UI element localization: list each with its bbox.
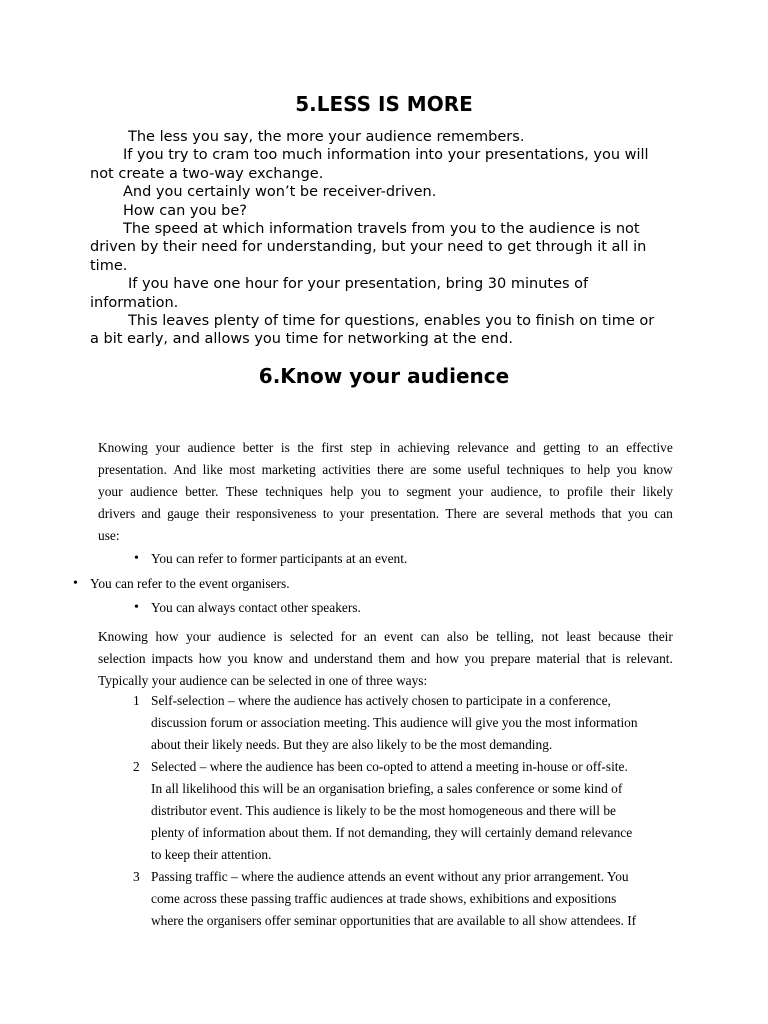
bullet-dot: • [73, 576, 78, 591]
bullet-dot: • [134, 600, 139, 615]
item-number: 3 [133, 869, 140, 884]
paragraph-line: use: [98, 528, 120, 543]
item-body [151, 690, 638, 756]
paragraph-line: selection impacts how you know and understand them and how you prepare material that is relevant. [98, 651, 673, 666]
item-line: plenty of information about them. If not demanding, they will certainly demand relevance [151, 825, 633, 840]
body-line: a bit early, and allows you time for networking at the end. [90, 331, 513, 348]
body-line: The speed at which information travels from you to the audience is not [123, 221, 640, 238]
body-line: time. [90, 257, 128, 274]
body-line: And you certainly won’t be receiver-driven. [123, 184, 437, 201]
body-line: If you try to cram too much information into your presentations, you will [123, 147, 649, 164]
body-line: The less you say, the more your audience remembers. [128, 129, 525, 145]
item-body [151, 756, 632, 866]
body-line: information. [90, 294, 179, 311]
bullet-text: You can always contact other speakers. [151, 600, 361, 615]
intro-paragraph [98, 437, 673, 547]
item-line: where the organisers offer seminar opportunities that are available to all show attendees. If [151, 913, 637, 928]
bullet-text: You can refer to the event organisers. [90, 576, 290, 591]
item-line: come across these passing traffic audiences at trade shows, exhibitions and expositions [151, 891, 617, 906]
item-line: distributor event. This audience is likely to be the most homogeneous and there will be [151, 803, 616, 818]
selection-paragraph [98, 626, 673, 692]
item-number: 2 [133, 759, 140, 774]
bullet-dot: • [134, 551, 139, 566]
item-line: about their likely needs. But they are also likely to be the most demanding. [151, 737, 553, 752]
paragraph-line: presentation. And like most marketing activities there are some useful techniques to help you know [98, 462, 673, 477]
paragraph-line: your audience better. These techniques help you to segment your audience, to profile their likely [98, 484, 673, 499]
item-body [151, 866, 636, 932]
paragraph-line: drivers and gauge their responsiveness to your presentation. There are several methods that you can [98, 506, 673, 521]
paragraph-line: Typically your audience can be selected in one of three ways: [98, 673, 428, 688]
body-line: How can you be? [123, 202, 247, 219]
bullet-text: You can refer to former participants at an event. [151, 551, 408, 566]
item-number: 1 [133, 693, 140, 708]
item-line: Selected – where the audience has been co-opted to attend a meeting in-house or off-site. [151, 759, 628, 774]
body-line: This leaves plenty of time for questions, enables you to finish on time or [128, 313, 655, 330]
body-line: not create a two-way exchange. [90, 165, 324, 182]
section-heading-know-your-audience: 6.Know your audience [258, 364, 510, 388]
item-line: In all likelihood this will be an organisation briefing, a sales conference or some kind of [151, 781, 623, 796]
item-line: Passing traffic – where the audience attends an event without any prior arrangement. You [151, 869, 629, 884]
item-line: to keep their attention. [151, 847, 272, 862]
item-line: Self-selection – where the audience has actively chosen to participate in a conference, [151, 693, 611, 708]
paragraph-line: Knowing how your audience is selected for an event can also be telling, not least because their [98, 629, 673, 644]
less-is-more-body [90, 128, 690, 349]
body-line: If you have one hour for your presentation, bring 30 minutes of [128, 276, 589, 293]
paragraph-line: Knowing your audience better is the first step in achieving relevance and getting to an effective [98, 440, 673, 455]
body-line: driven by their need for understanding, but your need to get through it all in [90, 239, 647, 256]
section-heading-less-is-more: 5.LESS IS MORE [295, 92, 473, 116]
item-line: discussion forum or association meeting. This audience will give you the most information [151, 715, 638, 730]
